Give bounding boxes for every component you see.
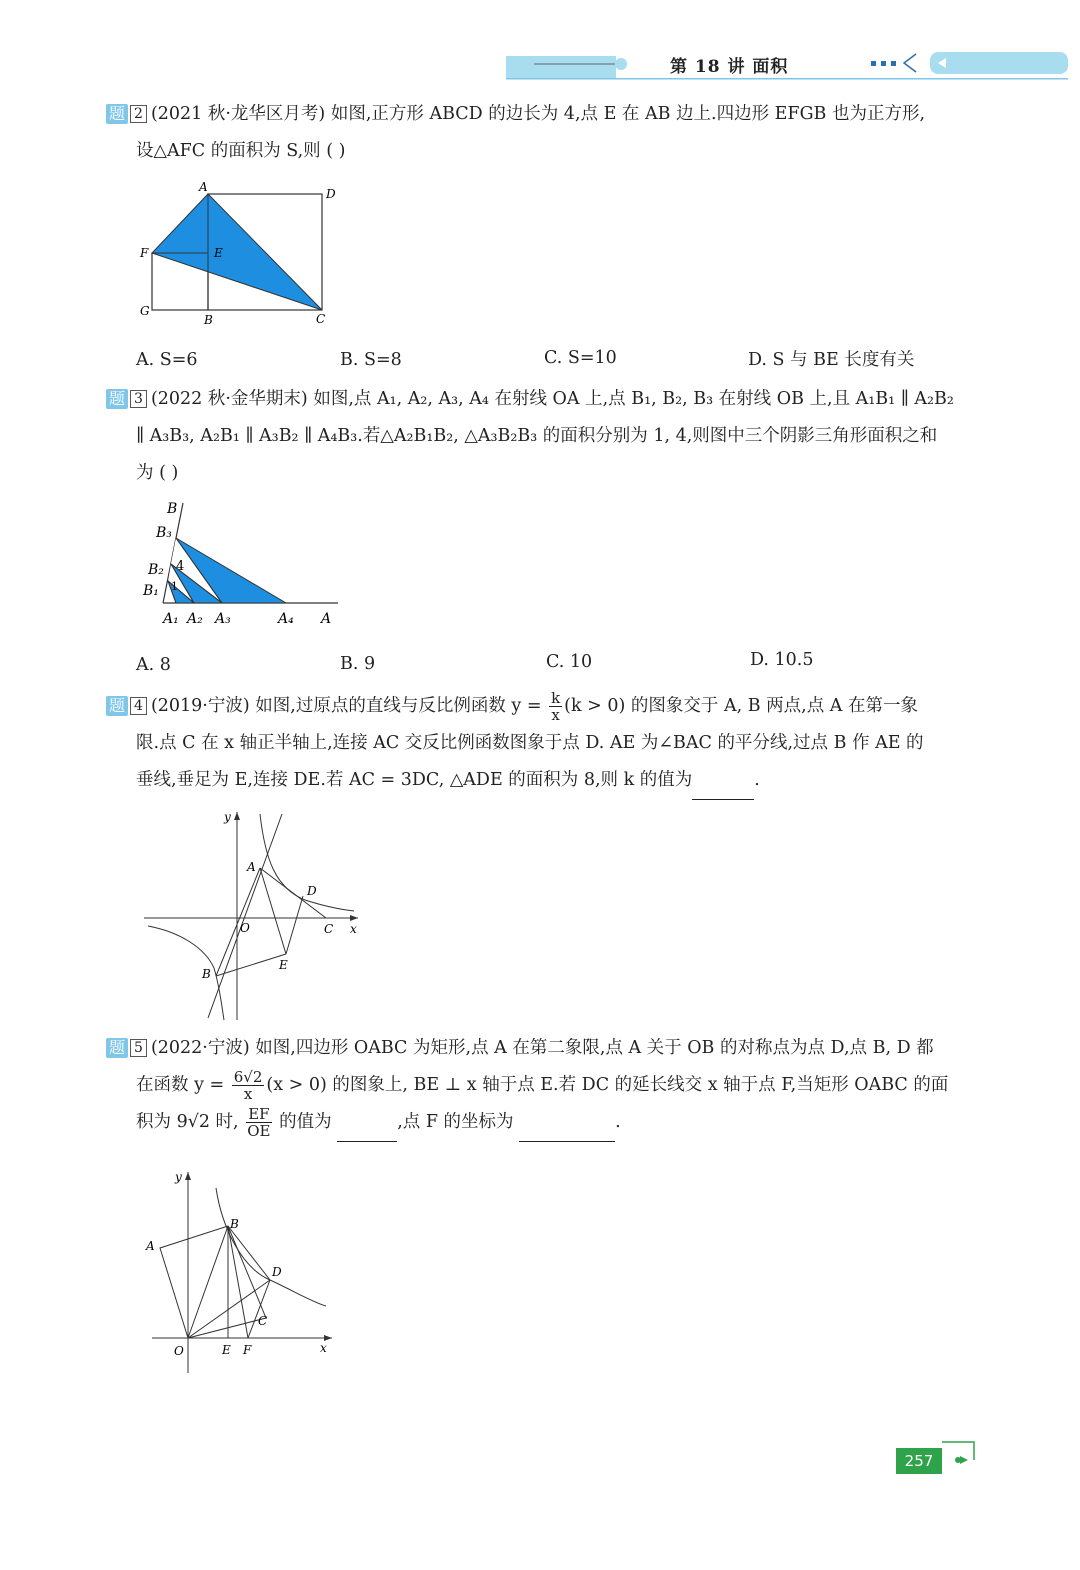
q5-figure bbox=[142, 1168, 342, 1378]
question-text: 在函数 y = bbox=[136, 1075, 225, 1095]
label-A2: A₂ bbox=[187, 611, 203, 627]
question-tag: 题 bbox=[106, 1038, 128, 1058]
q3-figure bbox=[138, 495, 348, 635]
question-4: 题 4 (2019·宁波) 如图,过原点的直线与反比例函数 y = $\frac{k}{x}$ (k > 0) 的图象交于 A, B 两点,点 A 在第一象 限.点 C 在 x 轴正半轴上,连接 AC 交反比例函数图象于点 D. AE 为∠BAC 的平分线,过点 B 作 AE 的 垂线,垂足为 E,连接 DE.若 AC = 3DC, △ADE 的面积为 8,则 k 的值为 . bbox=[106, 688, 1006, 800]
label-C: C bbox=[324, 922, 334, 936]
answer-blank-2[interactable] bbox=[519, 1104, 615, 1142]
question-5: 题 5 (2022·宁波) 如图,四边形 OABC 为矩形,点 A 在第二象限,点 A 关于 OB 的对称点为点 D,点 B, D 都 在函数 y = $\frac{6√2}{x}$ (x > 0) 的图象上, BE ⊥ x 轴于点 E.若 DC 的延长线交 x 轴于点 F,当矩形 OABC 的面 积为 9√2 时, $\frac{EF}{OE}$ 的值为 ,点 F 的坐标为 . bbox=[106, 1030, 1006, 1142]
q2-figure bbox=[136, 178, 346, 328]
question-text: 设△AFC 的面积为 S,则 ( ) bbox=[136, 141, 346, 161]
label-E: E bbox=[222, 1343, 231, 1357]
option-c: C. S=10 bbox=[544, 348, 617, 368]
chapter-title: 第 18 讲 面积 bbox=[670, 57, 789, 77]
question-text: 积为 9√2 时, bbox=[136, 1112, 239, 1132]
label-y: y bbox=[224, 810, 231, 824]
question-tag: 题 bbox=[106, 389, 128, 409]
option-b: B. 9 bbox=[340, 654, 376, 674]
label-E: E bbox=[214, 246, 223, 260]
label-A3: A₃ bbox=[215, 611, 231, 627]
label-B2: B₂ bbox=[148, 562, 164, 578]
fraction: $\frac{EF}{OE}$ bbox=[247, 1105, 271, 1140]
page-number-decoration bbox=[942, 1440, 982, 1474]
question-text: 的值为 bbox=[279, 1112, 332, 1132]
question-text: (k > 0) 的图象交于 A, B 两点,点 A 在第一象 bbox=[564, 696, 918, 716]
label-D: D bbox=[307, 884, 317, 898]
question-text: 垂线,垂足为 E,连接 DE.若 AC = 3DC, △ADE 的面积为 8,则 k 的值为 bbox=[136, 770, 693, 790]
option-c: C. 10 bbox=[546, 652, 593, 672]
area-label-4: 4 bbox=[176, 559, 185, 574]
label-A: A bbox=[321, 611, 332, 627]
question-text: 为 ( ) bbox=[136, 463, 179, 483]
label-x: x bbox=[350, 922, 357, 936]
label-O: O bbox=[240, 921, 250, 935]
label-F: F bbox=[140, 246, 149, 260]
question-text: 限.点 C 在 x 轴正半轴上,连接 AC 交反比例函数图象于点 D. AE 为∠BAC 的平分线,过点 B 作 AE 的 bbox=[136, 733, 924, 753]
question-text: (x > 0) 的图象上, BE ⊥ x 轴于点 E.若 DC 的延长线交 x 轴于点 F,当矩形 OABC 的面 bbox=[266, 1075, 949, 1095]
q4-figure bbox=[140, 808, 370, 1026]
label-B: B bbox=[204, 313, 213, 327]
label-A1: A₁ bbox=[163, 611, 179, 627]
question-text: (2021 秋·龙华区月考) 如图,正方形 ABCD 的边长为 4,点 E 在 AB 边上.四边形 EFGB 也为正方形, bbox=[150, 104, 926, 124]
label-C: C bbox=[258, 1314, 268, 1328]
question-text: ,点 F 的坐标为 bbox=[397, 1112, 514, 1132]
label-A: A bbox=[199, 180, 208, 194]
label-A: A bbox=[247, 860, 256, 874]
question-2 bbox=[106, 96, 1006, 170]
option-b: B. S=8 bbox=[340, 350, 402, 370]
option-a: A. 8 bbox=[136, 655, 171, 675]
label-B1: B₁ bbox=[143, 583, 159, 599]
fraction: $\frac{6√2}{x}$ bbox=[233, 1068, 263, 1103]
fraction: $\frac{k}{x}$ bbox=[551, 689, 561, 724]
label-G: G bbox=[140, 304, 150, 318]
label-C: C bbox=[316, 312, 326, 326]
answer-blank[interactable] bbox=[692, 762, 754, 800]
label-D: D bbox=[326, 187, 336, 201]
label-D: D bbox=[272, 1265, 282, 1279]
label-F: F bbox=[243, 1343, 252, 1357]
label-B3: B₃ bbox=[156, 525, 172, 541]
label-B: B bbox=[230, 1217, 239, 1231]
page-number: 257 bbox=[896, 1448, 942, 1474]
question-tag: 题 bbox=[106, 104, 128, 124]
question-number: 3 bbox=[130, 390, 147, 408]
label-y: y bbox=[175, 1170, 182, 1184]
option-a: A. S=6 bbox=[136, 350, 198, 370]
question-tag: 题 bbox=[106, 696, 128, 716]
answer-blank-1[interactable] bbox=[337, 1104, 397, 1142]
question-3 bbox=[106, 381, 1006, 492]
label-O: O bbox=[174, 1344, 184, 1358]
option-d: D. S 与 BE 长度有关 bbox=[748, 350, 915, 370]
question-number: 4 bbox=[130, 697, 147, 715]
label-x: x bbox=[320, 1341, 327, 1355]
label-A: A bbox=[146, 1239, 155, 1253]
question-text: (2019·宁波) 如图,过原点的直线与反比例函数 y = bbox=[150, 696, 542, 716]
question-number: 5 bbox=[130, 1039, 147, 1057]
label-B: B bbox=[167, 501, 178, 517]
label-B: B bbox=[202, 967, 211, 981]
option-d: D. 10.5 bbox=[750, 650, 814, 670]
label-A4: A₄ bbox=[278, 611, 294, 627]
question-text: ∥ A₃B₃, A₂B₁ ∥ A₃B₂ ∥ A₄B₃.若△A₂B₁B₂, △A₃B₂B₃ 的面积分别为 1, 4,则图中三个阴影三角形面积之和 bbox=[136, 426, 938, 446]
question-text: (2022·宁波) 如图,四边形 OABC 为矩形,点 A 在第二象限,点 A 关于 OB 的对称点为点 D,点 B, D 都 bbox=[150, 1038, 934, 1058]
question-number: 2 bbox=[130, 105, 147, 123]
area-label-1: 1 bbox=[171, 580, 178, 593]
label-E: E bbox=[279, 958, 288, 972]
question-text: (2022 秋·金华期末) 如图,点 A₁, A₂, A₃, A₄ 在射线 OA 上,点 B₁, B₂, B₃ 在射线 OB 上,且 A₁B₁ ∥ A₂B₂ bbox=[150, 389, 954, 409]
